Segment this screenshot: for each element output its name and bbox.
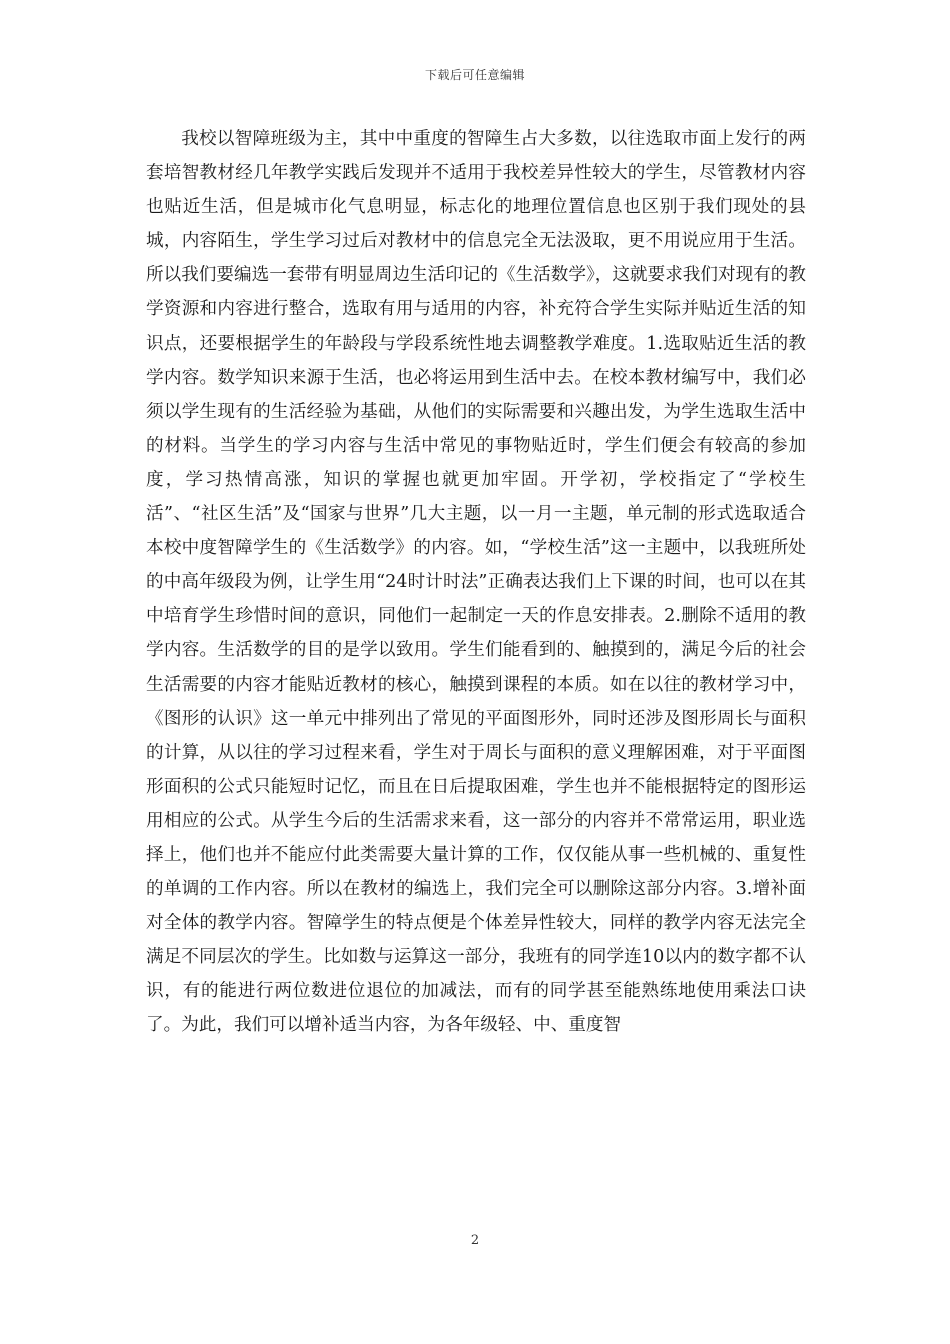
body-paragraph: 我校以智障班级为主，其中中重度的智障生占大多数，以往选取市面上发行的两套培智教材经几年教学实践后发现并不适用于我校差异性较大的学生，尽管教材内容也贴近生活，但是城市化气息明显，标志化的地理位置信息也区别于我们现处的县城，内容陌生，学生学习过后对教材中的信息完全无法汲取，更不用说应用于生活。所以我们要编选一套带有明显周边生活印记的《生活数学》，这就要求我们对现有的教学资源和内容进行整合，选取有用与适用的内容，补充符合学生实际并贴近生活的知识点，还要根据学生的年龄段与学段系统性地去调整教学难度。1.选取贴近生活的教学内容。数学知识来源于生活，也必将运用到生活中去。在校本教材编写中，我们必须以学生现有的生活经验为基础，从他们的实际需要和兴趣出发，为学生选取生活中的材料。当学生的学习内容与生活中常见的事物贴近时，学生们便会有较高的参加度，学习热情高涨，知识的掌握也就更加牢固。开学初，学校指定了“学校生活”、“社区生活”及“国家与世界”几大主题，以一月一主题，单元制的形式选取适合本校中度智障学生的《生活数学》的内容。如，“学校生活”这一主题中，以我班所处的中高年级段为例，让学生用“24时计时法”正确表达我们上下课的时间，也可以在其中培育学生珍惜时间的意识，同他们一起制定一天的作息安排表。2.删除不适用的教学内容。生活数学的目的是学以致用。学生们能看到的、触摸到的，满足今后的社会生活需要的内容才能贴近教材的核心，触摸到课程的本质。如在以往的教材学习中，《图形的认识》这一单元中排列出了常见的平面图形外，同时还涉及图形周长与面积的计算，从以往的学习过程来看，学生对于周长与面积的意义理解困难，对于平面图形面积的公式只能短时记忆，而且在日后提取困难，学生也并不能根据特定的图形运用相应的公式。从学生今后的生活需求来看，这一部分的内容并不常常运用，职业选择上，他们也并不能应付此类需要大量计算的工作，仅仅能从事一些机械的、重复性的单调的工作内容。所以在教材的编选上，我们完全可以删除这部分内容。3.增补面对全体的教学内容。智障学生的特点便是个体差异性较大，同样的教学内容无法完全满足不同层次的学生。比如数与运算这一部分，我班有的同学连10以内的数字都不认识，有的能进行两位数进位退位的加减法，而有的同学甚至能熟练地使用乘法口诀了。为此，我们可以增补适当内容，为各年级轻、中、重度智 <box>146 129 806 1036</box>
page-header: 下载后可任意编辑 <box>424 68 525 82</box>
page-number: 2 <box>470 1233 480 1248</box>
